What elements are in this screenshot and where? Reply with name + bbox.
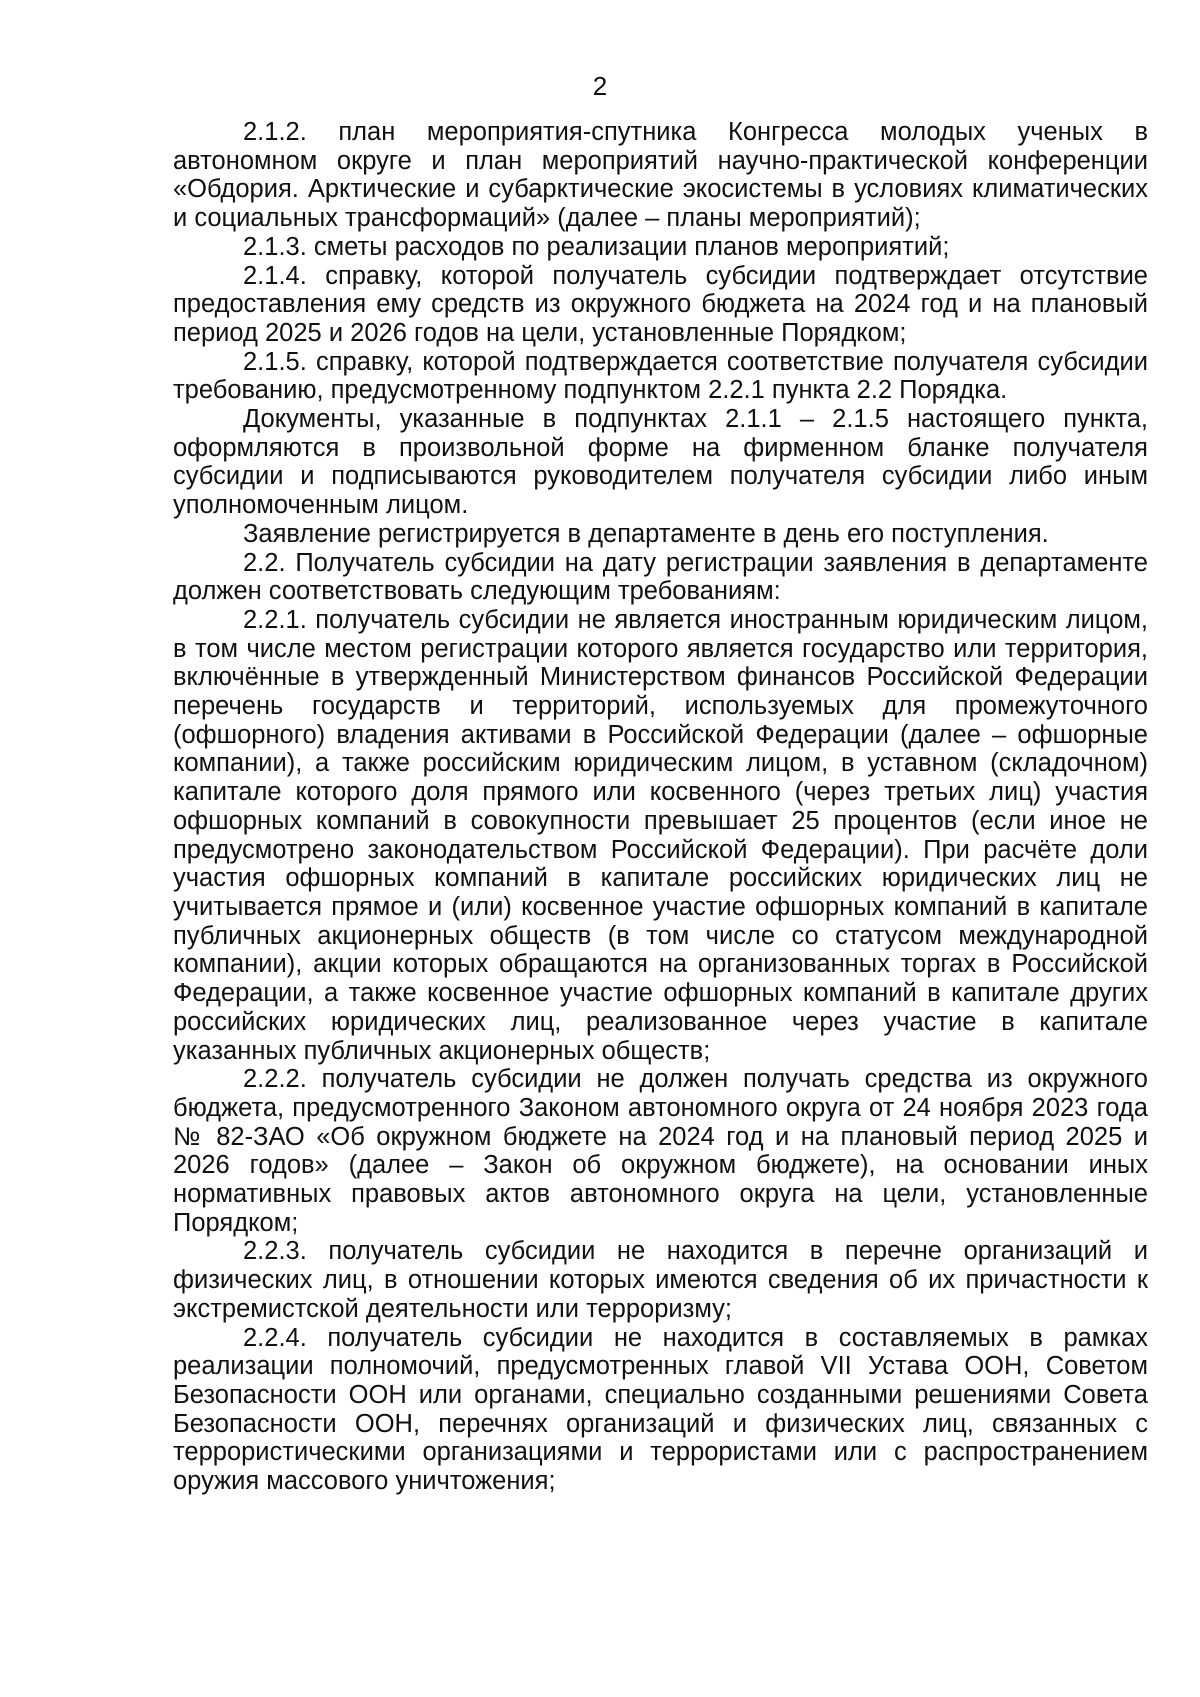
page-number: 2 [592, 71, 608, 101]
paragraph-2-2-2: 2.2.2. получатель субсидии не должен получать средства из окружного бюджета, предусмотренного Законом автономного округа от 24 ноября 2023 года № 82-ЗАО «Об окружном бюджете на 2024 год и на плановый период 2025 и 2026 годов» (далее – Закон об окружном бюджете), на основании иных нормативных правовых актов автономного округа на цели, установленные Порядком; [173, 1065, 1148, 1237]
document-body [173, 118, 1148, 1496]
paragraph-registration: Заявление регистрируется в департаменте в день его поступления. [243, 519, 1049, 548]
paragraph-2-2: 2.2. Получатель субсидии на дату регистрации заявления в департаменте должен соответствовать следующим требованиям: [173, 548, 1148, 606]
paragraph-2-1-4: 2.1.4. справку, которой получатель субсидии подтверждает отсутствие предоставления ему средств из окружного бюджета на 2024 год и на плановый период 2025 и 2026 годов на цели, установленные Порядком; [173, 261, 1148, 347]
paragraph-2-1-2: 2.1.2. план мероприятия-спутника Конгресса молодых ученых в автономном округе и план мероприятий научно-практической конференции «Обдория. Арктические и субарктические экосистемы в условиях климатических и социальных трансформаций» (далее – планы мероприятий); [173, 118, 1148, 233]
paragraph-2-1-5: 2.1.5. справку, которой подтверждается соответствие получателя субсидии требованию, предусмотренному подпунктом 2.2.1 пункта 2.2 Порядка. [173, 347, 1148, 405]
paragraph-2-1-3: 2.1.3. сметы расходов по реализации планов мероприятий; [243, 232, 950, 261]
paragraph-2-2-3: 2.2.3. получатель субсидии не находится в перечне организаций и физических лиц, в отношении которых имеются сведения об их причастности к экстремистской деятельности или терроризму; [173, 1237, 1148, 1323]
paragraph-2-2-4: 2.2.4. получатель субсидии не находится в составляемых в рамках реализации полномочий, предусмотренных главой VII Устава ООН, Советом Безопасности ООН или органами, специально созданными решениями Совета Безопасности ООН, перечнях организаций и физических лиц, связанных с террористическими организациями и террористами или с распространением оружия массового уничтожения; [173, 1323, 1148, 1496]
paragraph-documents-form: Документы, указанные в подпунктах 2.1.1 – 2.1.5 настоящего пункта, оформляются в произвольной форме на фирменном бланке получателя субсидии и подписываются руководителем получателя субсидии либо иным уполномоченным лицом. [173, 405, 1148, 520]
paragraph-2-2-1: 2.2.1. получатель субсидии не является иностранным юридическим лицом, в том числе местом регистрации которого является государство или территория, включённые в утвержденный Министерством финансов Российской Федерации перечень государств и территорий, используемых для промежуточного (офшорного) владения активами в Российской Федерации (далее – офшорные компании), а также российским юридическим лицом, в уставном (складочном) капитале которого доля прямого или косвенного (через третьих лиц) участия офшорных компаний в совокупности превышает 25 процентов (если иное не предусмотрено законодательством Российской Федерации). При расчёте доли участия офшорных компаний в капитале российских юридических лиц не учитывается прямое и (или) косвенное участие офшорных компаний в капитале публичных акционерных обществ (в том числе со статусом международной компании), акции которых обращаются на организованных торгах в Российской Федерации, а также косвенное участие офшорных компаний в капитале других российских юридических лиц, реализованное через участие в капитале указанных публичных акционерных обществ; [173, 605, 1148, 1065]
